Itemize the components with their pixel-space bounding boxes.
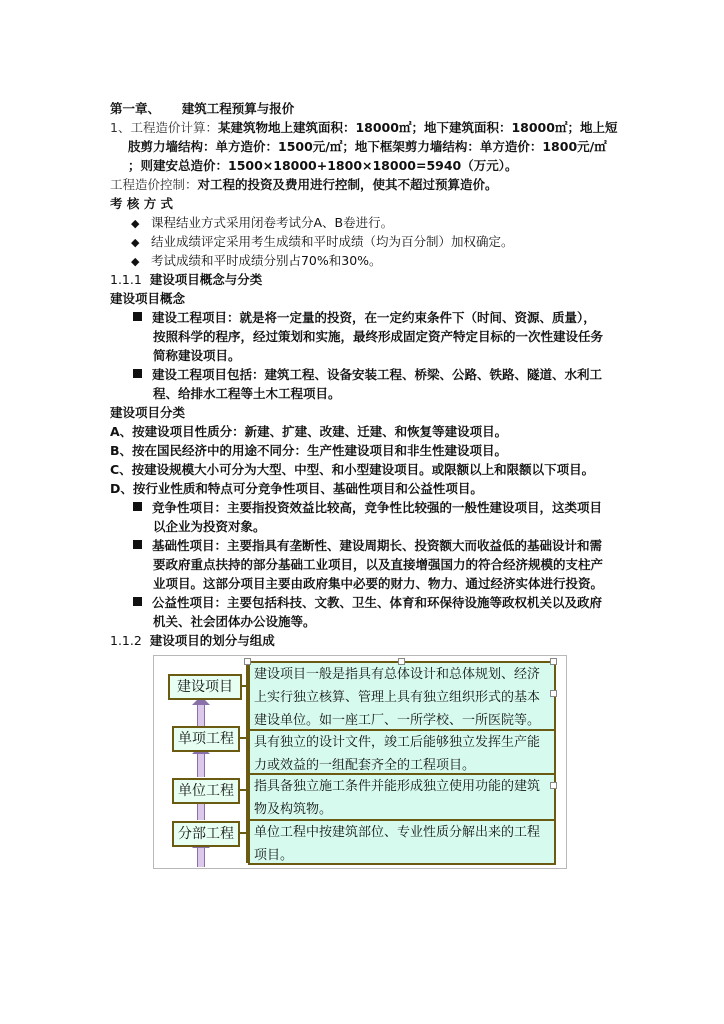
level-box-single-item[interactable]: 单项工程 — [172, 726, 240, 752]
level-box-unit[interactable]: 单位工程 — [172, 778, 240, 804]
section-1-1-2-heading — [110, 631, 275, 650]
square-bullet-icon — [133, 502, 142, 511]
exam-item-text: 考试成绩和平时成绩分别占70%和30%。 — [150, 253, 382, 268]
basic-item-line — [133, 536, 602, 555]
public-item-line: 机关、社会团体办公设施等。 — [153, 614, 316, 629]
up-arrow-icon — [197, 847, 205, 867]
cost-control-label: 工程造价控制： — [110, 177, 198, 192]
classify-d: D、按行业性质和特点可分竞争性项目、基础性项目和公益性项目。 — [110, 481, 483, 496]
cost-control-line — [110, 175, 498, 194]
section-number: 1.1.2 — [110, 633, 142, 648]
section-number: 1.1.1 — [110, 272, 142, 287]
up-arrow-icon — [197, 802, 205, 820]
concept-para-1-line: 按照科学的程序，经过策划和实施，最终形成固定资产特定目标的一次性建设任务 — [153, 329, 604, 344]
concept-title: 建设项目概念 — [110, 291, 186, 306]
public-item-line — [133, 593, 602, 612]
cost-calc-line-2: 肢剪力墙结构：单方造价：1500元/㎡；地下框架剪力墙结构：单方造价：1800元/㎡ — [128, 139, 607, 154]
basic-text: 基础性项目：主要指具有垄断性、建设周期长、投资额大而收益低的基础设计和需 — [152, 538, 603, 553]
classify-c: C、按建设规模大小可分为大型、中型、和小型建设项目。或限额以上和限额以下项目。 — [110, 462, 595, 477]
cost-calc-text-1: 某建筑物地上建筑面积：18000㎡；地下建筑面积：18000㎡；地上短 — [217, 120, 618, 135]
resize-handle[interactable] — [398, 658, 405, 665]
chapter-heading — [110, 99, 294, 118]
concept-para-1-line: 简称建设项目。 — [153, 348, 241, 363]
section-title: 建设项目概念与分类 — [149, 272, 263, 287]
chapter-number: 第一章、 — [110, 101, 161, 116]
resize-handle[interactable] — [550, 658, 557, 665]
competitive-text: 竞争性项目：主要指投资效益比较高，竞争性比较强的一般性建设项目，这类项目 — [152, 500, 603, 515]
public-text: 公益性项目：主要包括科技、文教、卫生、体育和环保待设施等政权机关以及政府 — [152, 595, 603, 610]
classify-a: A、按建设项目性质分：新建、扩建、改建、迁建、和恢复等建设项目。 — [110, 424, 508, 439]
concept-para-2-line — [133, 365, 602, 384]
concept-para-1-line — [133, 308, 596, 327]
exam-item-text: 课程结业方式采用闭卷考试分A、B卷进行。 — [150, 215, 394, 230]
level-desc-project: 建设项目一般是指具有总体设计和总体规划、经济上实行独立核算、管理上具有独立组织形式的基本建设单位。如一座工厂、一所学校、一所医院等。 — [248, 661, 556, 731]
exam-item — [131, 251, 382, 271]
cost-control-text: 对工程的投资及费用进行控制，使其不超过预算造价。 — [197, 177, 498, 192]
section-1-1-1-heading — [110, 270, 262, 289]
up-arrow-icon — [197, 753, 205, 777]
basic-item-line: 业项目。这部分项目主要由政府集中必要的财力、物力、通过经济实体进行投资。 — [153, 576, 604, 591]
level-box-project[interactable]: 建设项目 — [168, 674, 242, 700]
level-desc-unit: 指具备独立施工条件并能形成独立使用功能的建筑物及构筑物。 — [248, 773, 556, 821]
concept-p2-text: 建设工程项目包括：建筑工程、设备安装工程、桥梁、公路、铁路、隧道、水利工 — [152, 367, 603, 382]
exam-item — [131, 213, 393, 233]
basic-item-line: 要政府重点扶持的部分基础工业项目，以及直接增强国力的符合经济规模的支柱产 — [153, 557, 604, 572]
exam-item — [131, 232, 513, 252]
resize-handle[interactable] — [244, 658, 251, 665]
level-box-subsection[interactable]: 分部工程 — [172, 821, 240, 847]
square-bullet-icon — [133, 597, 142, 606]
cost-calc-label: 1、工程造价计算： — [110, 120, 218, 135]
exam-item-text: 结业成绩评定采用考生成绩和平时成绩（均为百分制）加权确定。 — [150, 234, 514, 249]
level-desc-single-item: 具有独立的设计文件，竣工后能够独立发挥生产能力或效益的一组配套齐全的工程项目。 — [248, 729, 556, 775]
cost-calc-line-3: ；则建安总造价：1500×18000+1800×18000=5940（万元）。 — [128, 158, 518, 173]
square-bullet-icon — [133, 540, 142, 549]
classify-b: B、按在国民经济中的用途不同分：生产性建设项目和非生性建设项目。 — [110, 443, 508, 458]
square-bullet-icon — [133, 312, 142, 321]
up-arrow-icon — [197, 704, 205, 728]
level-desc-subsection: 单位工程中按建筑部位、专业性质分解出来的工程项目。 — [248, 819, 556, 865]
section-title: 建设项目的划分与组成 — [149, 633, 275, 648]
diamond-bullet-icon: ◆ — [131, 236, 140, 249]
concept-para-2-line: 程、给排水工程等土木工程项目。 — [153, 386, 341, 401]
resize-handle[interactable] — [550, 782, 557, 789]
classify-title: 建设项目分类 — [110, 405, 186, 420]
chapter-title: 建筑工程预算与报价 — [181, 101, 295, 116]
competitive-item-line: 以企业为投资对象。 — [153, 519, 266, 534]
project-breakdown-diagram[interactable] — [153, 655, 567, 869]
concept-p1-text: 建设工程项目：就是将一定量的投资，在一定约束条件下（时间、资源、质量）， — [152, 310, 596, 325]
exam-title: 考 核 方 式 — [110, 196, 174, 211]
competitive-item-line — [133, 498, 602, 517]
diamond-bullet-icon: ◆ — [131, 255, 140, 268]
resize-handle[interactable] — [550, 690, 557, 697]
square-bullet-icon — [133, 369, 142, 378]
diamond-bullet-icon: ◆ — [131, 217, 140, 230]
cost-calc-line-1 — [110, 118, 617, 137]
